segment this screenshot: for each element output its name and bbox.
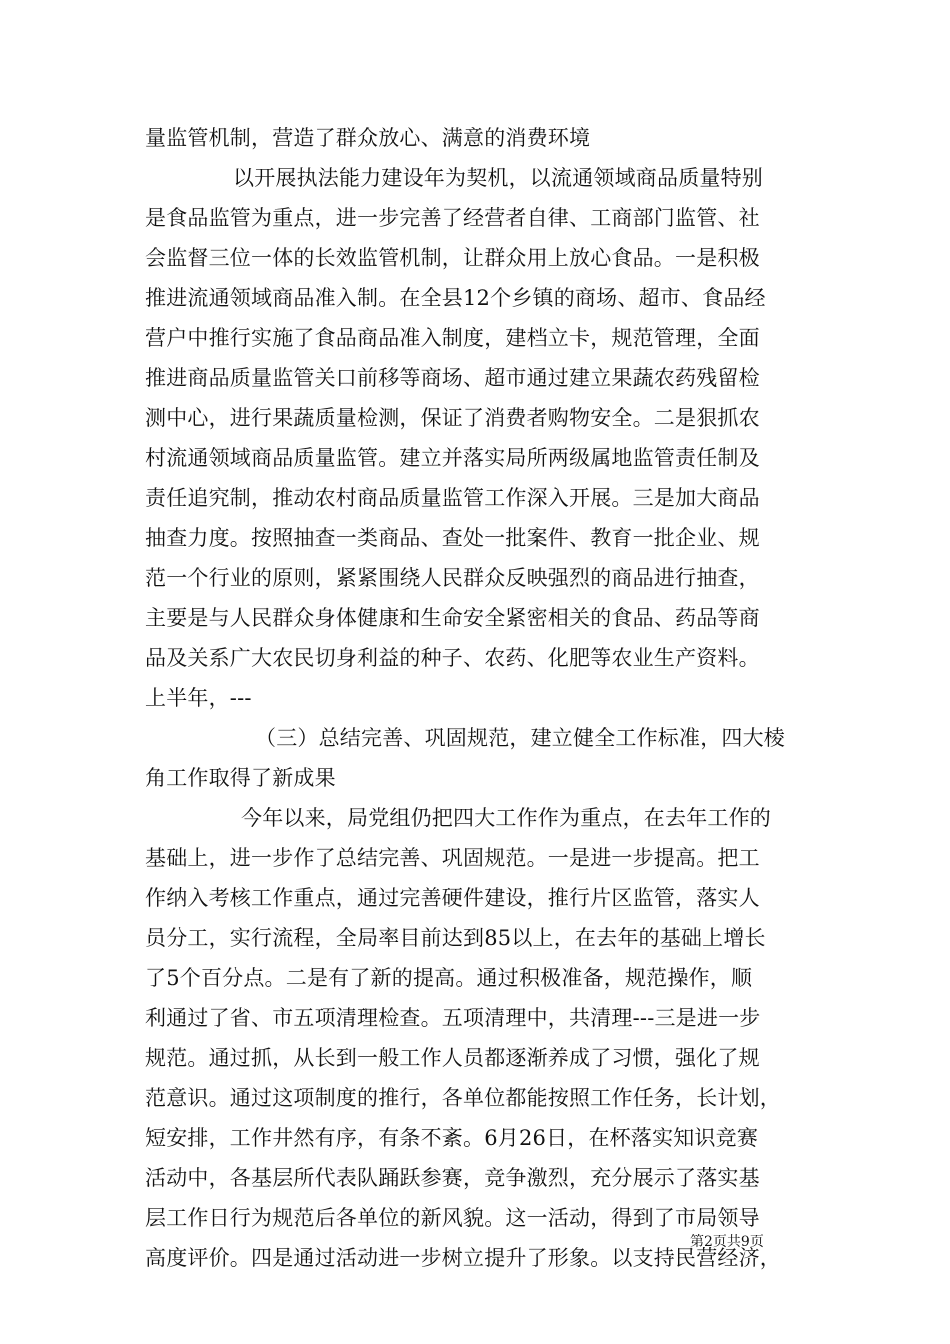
text-line: 营户中推行实施了食品商品准入制度，建档立卡，规范管理，全面 — [145, 326, 760, 350]
text-line: 推进流通领域商品准入制。在全县12个乡镇的商场、超市、食品经 — [145, 286, 766, 310]
paragraph-first-line: 以开展执法能力建设年为契机，以流通领域商品质量特别 — [233, 166, 763, 190]
text-line: 主要是与人民群众身体健康和生命安全紧密相关的食品、药品等商 — [145, 606, 760, 630]
page-number-footer: 第2页共9页 — [690, 1234, 764, 1250]
text-line: 规范。通过抓，从长到一般工作人员都逐渐养成了习惯，强化了规 — [145, 1046, 760, 1070]
section-heading-continuation: 角工作取得了新成果 — [145, 766, 336, 790]
text-line: 品及关系广大农民切身利益的种子、农药、化肥等农业生产资料。 — [145, 646, 760, 670]
paragraph-first-line: 今年以来，局党组仍把四大工作作为重点，在去年工作的 — [241, 806, 771, 830]
text-line: 高度评价。四是通过活动进一步树立提升了形象。以支持民营经济， — [145, 1246, 781, 1270]
text-line: 抽查力度。按照抽查一类商品、查处一批案件、教育一批企业、规 — [145, 526, 760, 550]
text-line: 基础上，进一步作了总结完善、巩固规范。一是进一步提高。把工 — [145, 846, 760, 870]
text-line: 短安排，工作井然有序，有条不紊。6月26日，在杯落实知识竞赛 — [145, 1126, 759, 1150]
text-line: 测中心，进行果蔬质量检测，保证了消费者购物安全。二是狠抓农 — [145, 406, 760, 430]
text-line: 了5个百分点。二是有了新的提高。通过积极准备，规范操作，顺 — [145, 966, 753, 990]
section-heading: （三）总结完善、巩固规范，建立健全工作标准，四大棱 — [255, 726, 785, 750]
text-line: 利通过了省、市五项清理检查。五项清理中，共清理---三是进一步 — [145, 1006, 761, 1030]
text-line: 量监管机制，营造了群众放心、满意的消费环境 — [145, 126, 591, 150]
text-line: 活动中，各基层所代表队踊跃参赛，竞争激烈，充分展示了落实基 — [145, 1166, 760, 1190]
text-line: 上半年，--- — [145, 686, 252, 710]
text-line: 范意识。通过这项制度的推行，各单位都能按照工作任务，长计划， — [145, 1086, 781, 1110]
text-line: 员分工，实行流程，全局率目前达到85以上，在去年的基础上增长 — [145, 926, 766, 950]
text-line: 会监督三位一体的长效监管机制，让群众用上放心食品。一是积极 — [145, 246, 760, 270]
text-line: 层工作日行为规范后各单位的新风貌。这一活动，得到了市局领导 — [145, 1206, 760, 1230]
text-line: 是食品监管为重点，进一步完善了经营者自律、工商部门监管、社 — [145, 206, 760, 230]
text-line: 责任追究制，推动农村商品质量监管工作深入开展。三是加大商品 — [145, 486, 760, 510]
text-line: 范一个行业的原则，紧紧围绕人民群众反映强烈的商品进行抽查， — [145, 566, 760, 590]
text-line: 村流通领域商品质量监管。建立并落实局所两级属地监管责任制及 — [145, 446, 760, 470]
text-line: 推进商品质量监管关口前移等商场、超市通过建立果蔬农药残留检 — [145, 366, 760, 390]
text-line: 作纳入考核工作重点，通过完善硬件建设，推行片区监管，落实人 — [145, 886, 760, 910]
document-body — [145, 118, 825, 1278]
